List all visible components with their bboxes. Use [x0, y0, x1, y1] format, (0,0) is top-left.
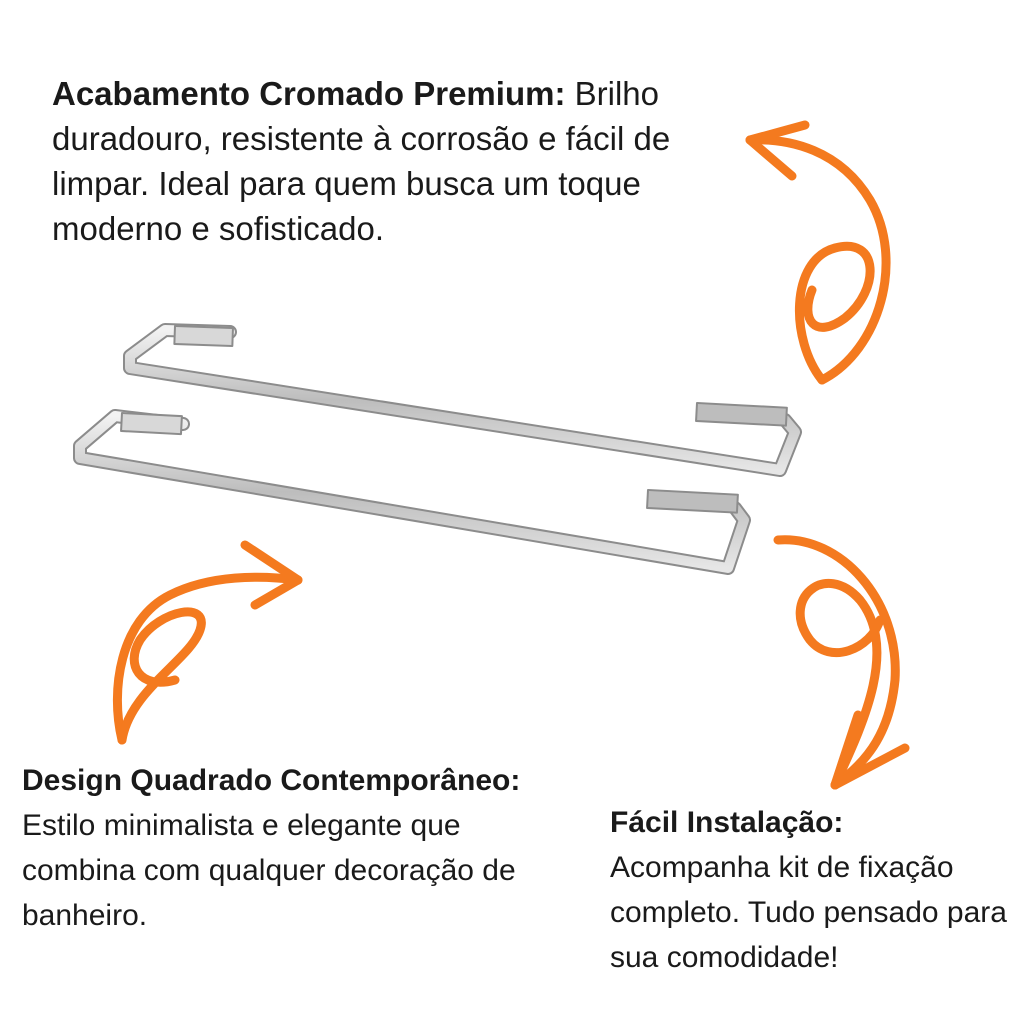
curly-arrow-icon — [750, 125, 886, 380]
feature-description: Acompanha kit de fixação completo. Tudo pensado para sua comodidade! — [610, 851, 1007, 974]
feature-installation — [610, 800, 1010, 980]
feature-title: Design Quadrado Contemporâneo: — [22, 764, 521, 797]
feature-title: Fácil Instalação: — [610, 806, 844, 839]
feature-title: Acabamento Cromado Premium: — [52, 75, 566, 112]
feature-description: Estilo minimalista e elegante que combina com qualquer decoração de banheiro. — [22, 809, 516, 932]
curly-arrow-icon — [778, 540, 905, 785]
feature-finish — [52, 72, 742, 252]
curly-arrow-icon — [117, 545, 298, 740]
feature-design — [22, 758, 582, 938]
feature-description: Brilho duradouro, resistente à corrosão e fácil de limpar. Ideal para quem busca um toque moderno e sofisticado. — [52, 75, 671, 247]
